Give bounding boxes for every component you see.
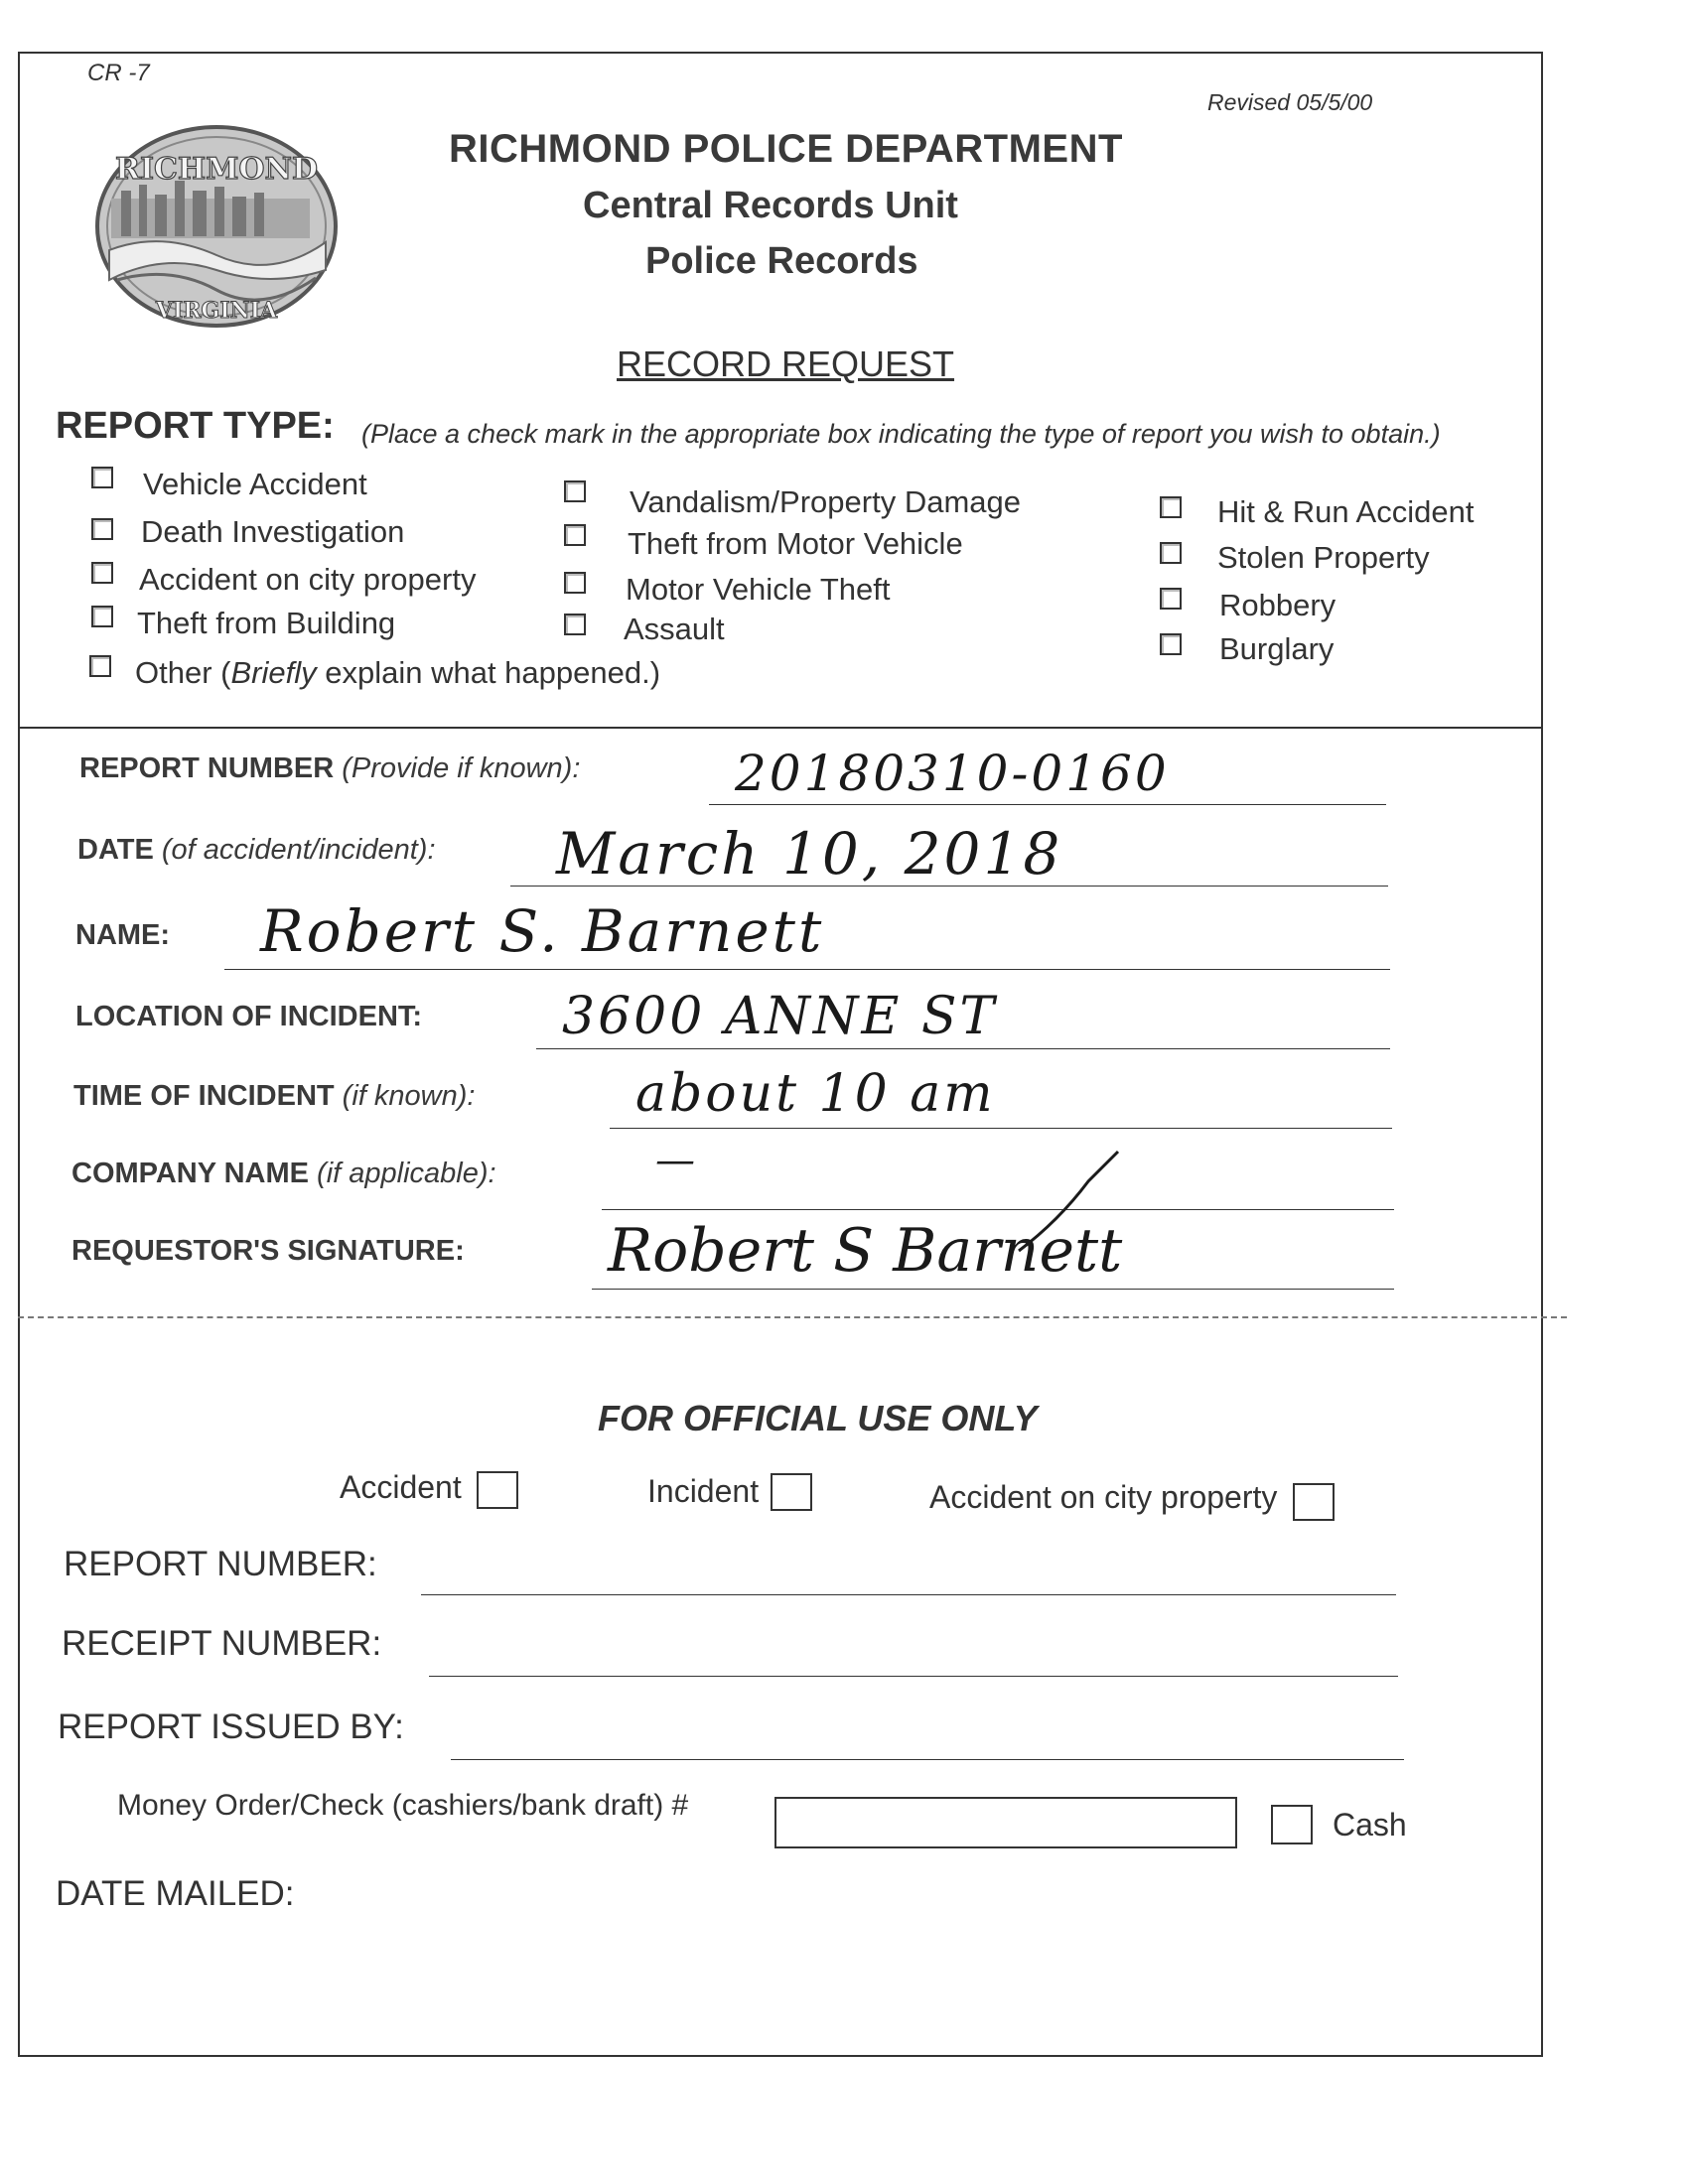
name-value[interactable]: Robert S. Barnett <box>260 897 825 965</box>
checkbox-vehicle-accident[interactable] <box>91 467 113 488</box>
issued-by-line[interactable] <box>451 1759 1404 1760</box>
checkbox-burglary[interactable] <box>1160 633 1182 655</box>
form-code: CR -7 <box>87 60 150 86</box>
label-hit-run: Hit & Run Accident <box>1217 494 1475 529</box>
unit-title: Central Records Unit <box>583 185 958 226</box>
checkbox-theft-from-building[interactable] <box>91 606 113 627</box>
official-incident-label: Incident <box>647 1473 760 1509</box>
name-line <box>224 969 1390 970</box>
checkbox-vandalism[interactable] <box>564 480 586 502</box>
official-accident-checkbox[interactable] <box>477 1471 518 1509</box>
company-value[interactable]: — <box>655 1138 698 1183</box>
label-stolen-property: Stolen Property <box>1217 540 1430 575</box>
official-incident-checkbox[interactable] <box>771 1473 812 1511</box>
official-accident-label: Accident <box>340 1469 462 1505</box>
checkbox-stolen-property[interactable] <box>1160 542 1182 564</box>
official-report-number-line[interactable] <box>421 1594 1396 1595</box>
label-vehicle-accident: Vehicle Accident <box>143 467 367 501</box>
label-assault: Assault <box>624 612 725 646</box>
label-other: Other (Briefly explain what happened.) <box>135 655 661 690</box>
label-theft-motor-vehicle: Theft from Motor Vehicle <box>628 526 963 561</box>
section-divider <box>18 727 1543 729</box>
location-value[interactable]: 3600 ANNE ST <box>562 987 998 1046</box>
official-report-number-label: REPORT NUMBER: <box>64 1545 377 1583</box>
seal-bottom-text: VIRGINIA <box>155 298 278 324</box>
label-motor-vehicle-theft: Motor Vehicle Theft <box>626 572 891 607</box>
requestor-signature[interactable] <box>592 1142 1148 1300</box>
label-accident-city-property: Accident on city property <box>139 562 477 597</box>
checkbox-robbery[interactable] <box>1160 588 1182 610</box>
seal-top-text: RICHMOND <box>115 152 318 187</box>
cash-label: Cash <box>1333 1807 1407 1843</box>
location-label: LOCATION OF INCIDENT: <box>75 1001 423 1032</box>
company-label: COMPANY NAME (if applicable): <box>71 1158 496 1189</box>
checkbox-accident-city-property[interactable] <box>91 562 113 584</box>
signature-value: Robert S Barnett <box>608 1216 1123 1286</box>
form-title: RECORD REQUEST <box>617 343 955 384</box>
checkbox-theft-motor-vehicle[interactable] <box>564 524 586 546</box>
report-type-label: REPORT TYPE: <box>56 405 335 447</box>
report-number-label: REPORT NUMBER (Provide if known): <box>79 752 581 784</box>
label-vandalism: Vandalism/Property Damage <box>630 484 1021 519</box>
money-order-label: Money Order/Check (cashiers/bank draft) # <box>117 1789 689 1822</box>
richmond-seal-logo <box>91 121 342 332</box>
checkbox-hit-run[interactable] <box>1160 496 1182 518</box>
official-divider <box>18 1316 1567 1318</box>
label-death-investigation: Death Investigation <box>141 514 405 549</box>
report-number-line <box>709 804 1386 805</box>
checkbox-assault[interactable] <box>564 614 586 635</box>
official-city-property-checkbox[interactable] <box>1293 1483 1335 1521</box>
label-theft-from-building: Theft from Building <box>137 606 396 640</box>
label-burglary: Burglary <box>1219 631 1335 666</box>
checkbox-death-investigation[interactable] <box>91 518 113 540</box>
report-number-value[interactable]: 20180310-0160 <box>735 745 1170 802</box>
time-line <box>610 1128 1392 1129</box>
money-order-input[interactable] <box>774 1797 1237 1848</box>
date-mailed-label: DATE MAILED: <box>56 1874 295 1913</box>
time-label: TIME OF INCIDENT (if known): <box>73 1080 476 1112</box>
date-value[interactable]: March 10, 2018 <box>556 820 1063 887</box>
report-type-instruction: (Place a check mark in the appropriate box indicating the type of report you wish to obtain.) <box>361 419 1441 449</box>
checkbox-other[interactable] <box>89 655 111 677</box>
signature-label: REQUESTOR'S SIGNATURE: <box>71 1235 465 1267</box>
revised-date: Revised 05/5/00 <box>1207 89 1373 115</box>
section-title: Police Records <box>645 240 918 282</box>
issued-by-label: REPORT ISSUED BY: <box>58 1707 404 1746</box>
cash-checkbox[interactable] <box>1271 1805 1313 1844</box>
location-line <box>536 1048 1390 1049</box>
receipt-number-line[interactable] <box>429 1676 1398 1677</box>
receipt-number-label: RECEIPT NUMBER: <box>62 1624 382 1663</box>
department-title: RICHMOND POLICE DEPARTMENT <box>449 127 1123 171</box>
checkbox-motor-vehicle-theft[interactable] <box>564 572 586 594</box>
name-label: NAME: <box>75 919 171 951</box>
official-use-title: FOR OFFICIAL USE ONLY <box>598 1398 1038 1438</box>
time-value[interactable]: about 10 am <box>635 1064 996 1124</box>
official-city-property-label: Accident on city property <box>929 1479 1278 1515</box>
label-robbery: Robbery <box>1219 588 1336 622</box>
date-label: DATE (of accident/incident): <box>77 834 436 866</box>
